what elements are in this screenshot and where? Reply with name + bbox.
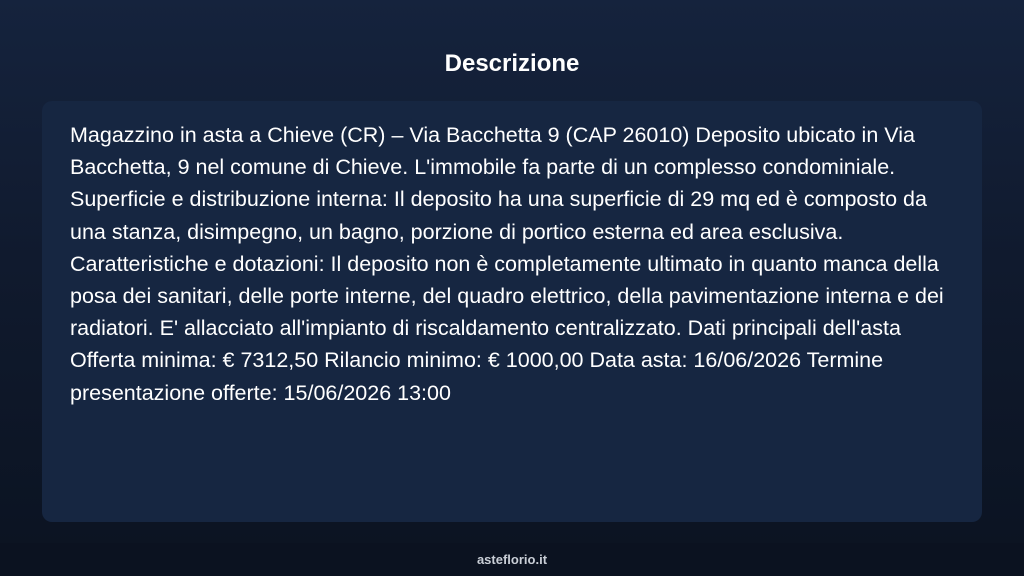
footer-bar [0, 543, 1024, 576]
page-title: Descrizione [444, 50, 580, 77]
footer-site-name: asteflorio.it [476, 552, 548, 567]
description-text: Magazzino in asta a Chieve (CR) – Via Bacchetta 9 (CAP 26010) Deposito ubicato in Via Bacchetta, 9 nel comune di Chieve. L'immobile fa parte di un complesso condominiale. Superficie e distribuzione interna: Il deposito ha una superficie di 29 mq ed è composto da una stanza, disimpegno, un bagno, porzione di portico esterna ed area esclusiva. Caratteristiche e dotazioni: Il deposito non è completamente ultimato in quanto manca della posa dei sanitari, delle porte interne, del quadro elettrico, della pavimentazione interna e dei radiatori. E' allacciato all'impianto di riscaldamento centralizzato. Dati principali dell'asta Offerta minima: € 7312,50 Rilancio minimo: € 1000,00 Data asta: 16/06/2026 Termine presentazione offerte: 15/06/2026 13:00 [70, 123, 944, 405]
description-card [42, 101, 982, 522]
